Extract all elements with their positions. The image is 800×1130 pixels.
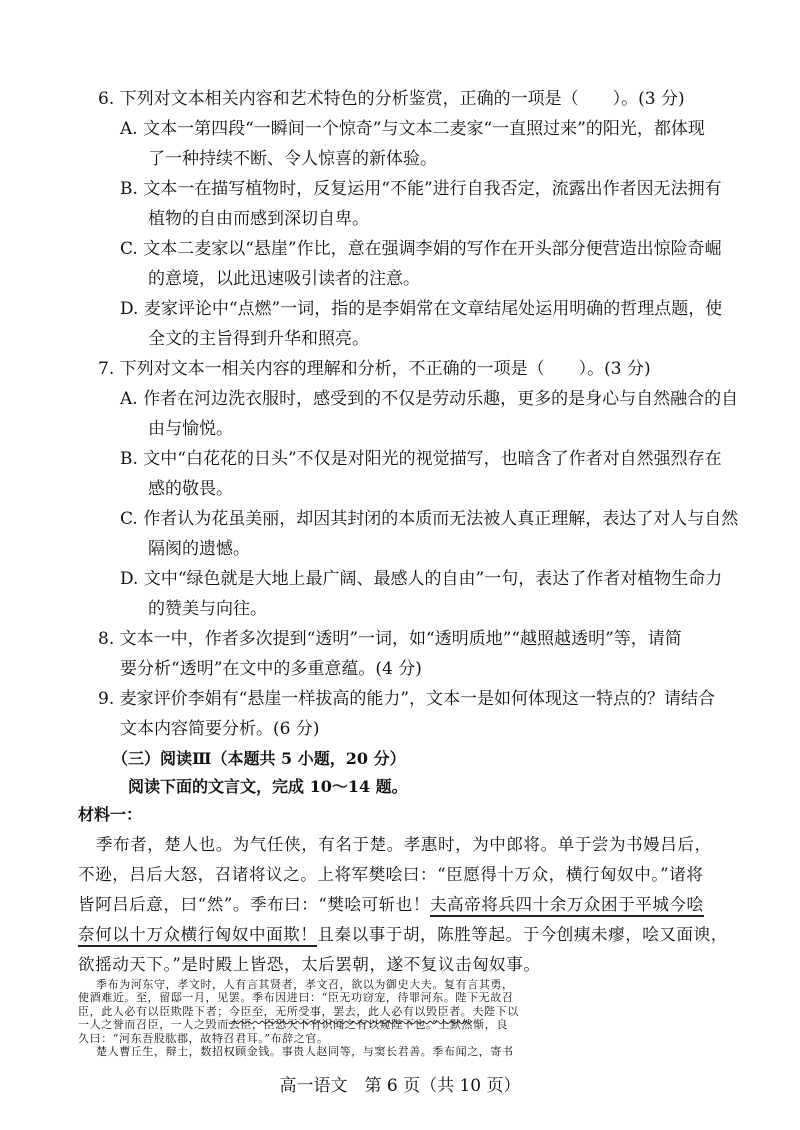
- q8-line1: 8. 文本一中，作者多次提到“透明”一词，如“透明质地”“越照越透明”等，请简: [98, 629, 682, 649]
- passage-p2-line3-part3: 夫陛下以: [472, 1004, 519, 1018]
- passage-p2-line5-part1: 久曰：“河东吾股肱郡，故特召君耳。”布辞之官。: [78, 1031, 329, 1045]
- passage-p1-line3: [78, 894, 704, 916]
- q7-option-a-line2: 由与愉悦。: [148, 419, 233, 439]
- passage-p2-line3-part1: 臣，此人必有以臣欺陛下者；: [78, 1004, 229, 1018]
- passage-p1-line4-b: 且秦以事于胡，陈胜等起。于今创痍未瘳，哙又面谀，: [317, 925, 728, 944]
- passage-p2-line5: [78, 1032, 329, 1045]
- q9-line1: 9. 麦家评价李娟有“悬崖一样拔高的能力”，文本一是如何体现这一特点的？请结合: [98, 689, 716, 709]
- passage-p2-line4: [78, 1018, 508, 1031]
- passage-p2-line3: [78, 1005, 519, 1018]
- q6-option-c-line2: 的意境，以此迅速吸引读者的注意。: [148, 269, 420, 289]
- q7-option-a-line1: A. 作者在河边洗衣服时，感受到的不仅是劳动乐趣，更多的是身心与自然融合的自: [120, 389, 739, 409]
- passage-p3-line1: [96, 1045, 514, 1058]
- q7-option-b-line2: 感的敬畏。: [148, 479, 233, 499]
- q6-option-d-line2: 全文的主旨得到升华和照亮。: [148, 329, 369, 349]
- underlined-sentence-part1: 夫高帝将兵四十余万众困于平城今哙: [430, 895, 704, 917]
- passage-p1-line5: 欲摇动天下。”是时殿上皆恐，太后罢朝，遂不复议击匈奴事。: [78, 955, 541, 974]
- q6-option-b-line1: B. 文本一在描写植物时，反复运用“不能”进行自我否定，流露出作者因无法拥有: [120, 179, 722, 199]
- q6-option-b-line2: 植物的自由而感到深切自卑。: [148, 209, 369, 229]
- passage-p2-line2: 使酒难近。至，留邸一月，见罢。季布因进曰：“臣无功窃宠，待罪河东。陛下无故召: [78, 991, 514, 1005]
- section-heading: （三）阅读Ⅲ（本题共 5 小题，20 分）: [112, 749, 406, 768]
- q6-stem: 6. 下列对文本相关内容和艺术特色的分析鉴赏，正确的一项是（ ）。(3 分): [98, 89, 685, 109]
- q7-option-c-line1: C. 作者认为花虽美丽，却因其封闭的本质而无法被人真正理解，表达了对人与自然: [120, 509, 739, 529]
- passage-p2-line1: 季布为河东守，孝文时，人有言其贤者，孝文召，欲以为御史大夫。复有言其勇，: [96, 978, 514, 991]
- passage-p1-line1: 季布者，楚人也。为气任侠，有名于楚。孝惠时，为中郎将。单于尝为书嫚吕后，: [96, 835, 712, 854]
- q7-option-d-line2: 的赞美与向往。: [148, 599, 267, 619]
- q9-line2: 文本内容简要分析。(6 分): [120, 719, 320, 739]
- underlined-sentence-part2: 奈何以十万众横行匈奴中面欺！: [78, 925, 317, 947]
- q6-option-d-line1: D. 麦家评论中“点燃”一词，指的是李娟常在文章结尾处运用明确的哲理点题，使: [120, 299, 723, 319]
- q6-option-a-line2: 了一种持续不断、令人惊喜的新体验。: [148, 149, 437, 169]
- q6-option-c-line1: C. 文本二麦家以“悬崖”作比，意在强调李娟的写作在开头部分便营造出惊险奇崛: [120, 239, 722, 259]
- underlined-sentence-part3: 今臣至，无所受事，罢去，此人必有以毁臣者。: [228, 1004, 473, 1018]
- q7-option-c-line2: 隔阂的遗憾。: [148, 539, 250, 559]
- q7-option-d-line1: D. 文中“绿色就是大地上最广阔、最感人的自由”一句，表达了作者对植物生命力: [120, 569, 723, 589]
- passage-p1-line4: [78, 924, 728, 946]
- page-footer: 高一语文 第 6 页（共 10 页）: [279, 1076, 521, 1096]
- passage-p3-line1-part1: 楚人曹丘生，辩士，数招权顾金钱。事贵人赵同等，与窦长君善。季布闻之，寄书: [96, 1045, 514, 1058]
- passage-p1-line3-a: 皆阿吕后意，曰“然”。季布曰：“樊哙可斩也！: [78, 895, 431, 914]
- passage-p1-line2: 不逊，吕后大怒，召诸将议之。上将军樊哙曰：“臣愿得十万众，横行匈奴中。”诸将: [78, 865, 704, 884]
- material-label: 材料一：: [78, 805, 143, 824]
- q7-stem: 7. 下列对文本一相关内容的理解和分析，不正确的一项是（ ）。(3 分): [98, 359, 651, 379]
- passage-p2-line4-part1: 一人之誉而召臣，一人之毁而去臣，臣恐天下有识闻之有以窥陛下也。”上默然惭，良: [78, 1018, 508, 1032]
- section-instruction: 阅读下面的文言文，完成 10～14 题。: [128, 777, 408, 796]
- q8-line2: 要分析“透明”在文中的多重意蕴。(4 分): [120, 659, 422, 679]
- q7-option-b-line1: B. 文中“白花花的日头”不仅是对阳光的视觉描写，也暗含了作者对自然强烈存在: [120, 449, 722, 469]
- q6-option-a-line1: A. 文本一第四段“一瞬间一个惊奇”与文本二麦家“一直照过来”的阳光，都体现: [120, 119, 705, 139]
